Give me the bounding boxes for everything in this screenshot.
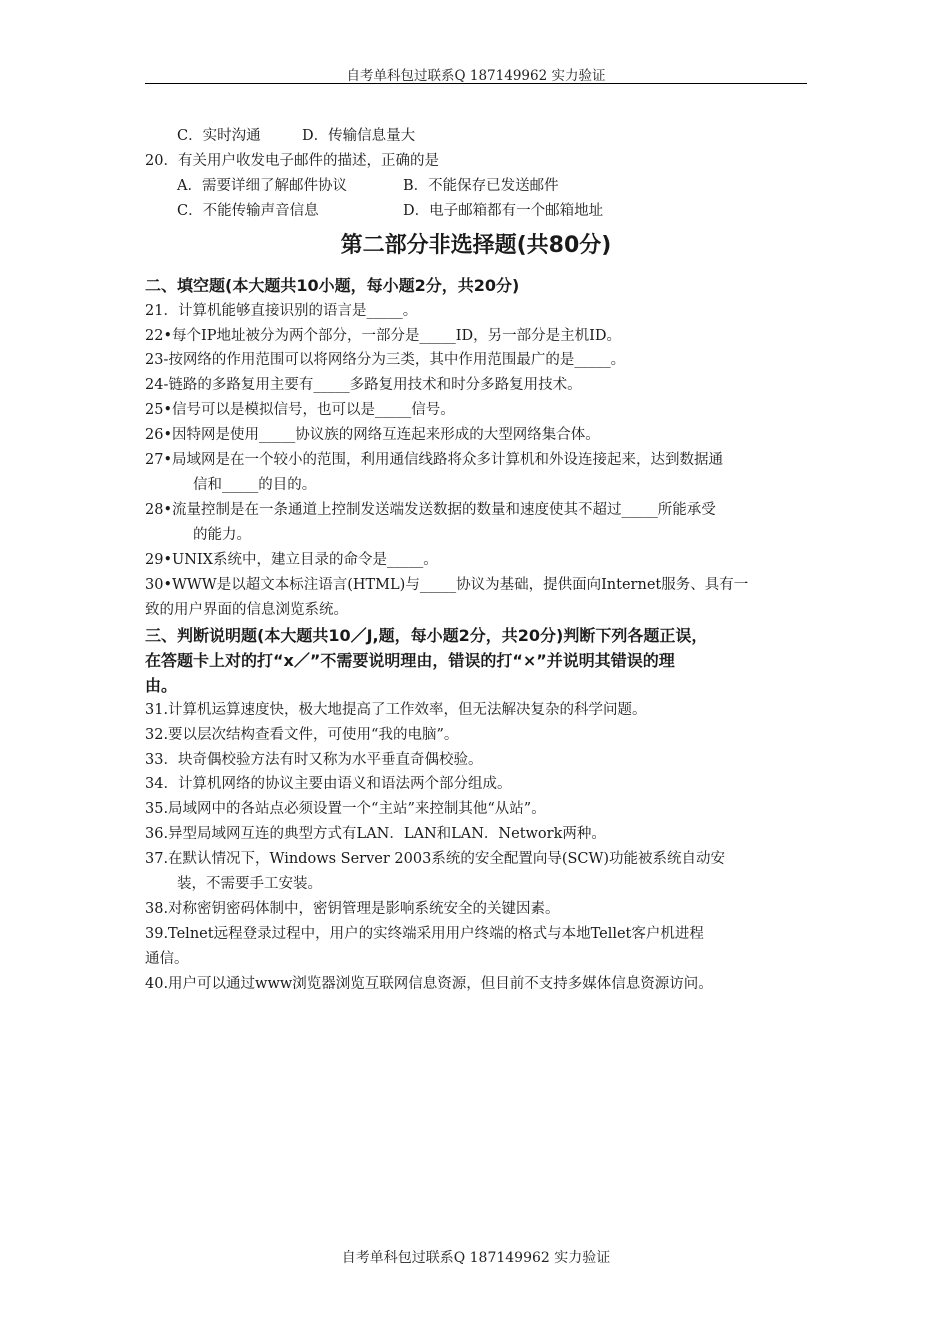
q20-option-b: B．不能保存已发送邮件 (403, 178, 559, 194)
question-39-line1: 39.Telnet远程登录过程中，用户的实终端采用用户终端的格式与本地Tellet客户机进程 (145, 926, 704, 942)
question-25: 25•信号可以是模拟信号，也可以是_____信号。 (145, 402, 455, 418)
q20-option-c: C．不能传输声音信息 (177, 203, 319, 219)
question-32: 32.要以层次结构查看文件，可使用“我的电脑”。 (145, 727, 459, 743)
q19-option-c: C．实时沟通 (177, 128, 261, 144)
question-28-line2: 的能力。 (193, 527, 251, 543)
q20-option-d: D．电子邮箱都有一个邮箱地址 (403, 203, 604, 219)
section3-title-line3: 由。 (145, 676, 178, 695)
question-28-line1: 28•流量控制是在一条通道上控制发送端发送数据的数量和速度使其不超过_____所能承受 (145, 502, 716, 518)
header-rule (145, 83, 807, 84)
question-21: 21．计算机能够直接识别的语言是_____。 (145, 303, 418, 319)
question-34: 34．计算机网络的协议主要由语义和语法两个部分组成。 (145, 776, 512, 792)
question-30-line1: 30•WWW是以超文本标注语言(HTML)与_____协议为基础，提供面向Internet服务、具有一 (145, 577, 749, 593)
question-22: 22•每个IP地址被分为两个部分，一部分是_____ID，另一部分是主机ID。 (145, 328, 621, 344)
section3-title-line2: 在答题卡上对的打“x／”不需要说明理由，错误的打“×”并说明其错误的理 (145, 651, 675, 670)
question-29: 29•UNIX系统中，建立目录的命令是_____。 (145, 552, 438, 568)
question-31: 31.计算机运算速度快，极大地提高了工作效率，但无法解决复杂的科学问题。 (145, 702, 647, 718)
q19-option-d: D．传输信息量大 (302, 128, 416, 144)
section3-title-line1: 三、判断说明题(本大题共10／J,题，每小题2分，共20分)判断下列各题正误， (145, 626, 708, 645)
question-36: 36.异型局域网互连的典型方式有LAN．LAN和LAN．Network两种。 (145, 826, 606, 842)
part2-title: 第二部分非选择题(共80分) (340, 233, 612, 258)
page-header: 自考单科包过联系Q 187149962 实力验证 (346, 68, 606, 84)
question-23: 23-按网络的作用范围可以将网络分为三类，其中作用范围最广的是_____。 (145, 352, 626, 368)
question-30-line2: 致的用户界面的信息浏览系统。 (145, 602, 348, 618)
question-37-line2: 装，不需要手工安装。 (177, 876, 322, 892)
question-33: 33．块奇偶校验方法有时又称为水平垂直奇偶校验。 (145, 752, 483, 768)
question-37-line1: 37.在默认情况下，Windows Server 2003系统的安全配置向导(SCW)功能被系统自动安 (145, 851, 726, 867)
question-27-line1: 27•局域网是在一个较小的范围，利用通信线路将众多计算机和外设连接起来，达到数据通 (145, 452, 723, 468)
question-35: 35.局域网中的各站点必须设置一个“主站”来控制其他“从站”。 (145, 801, 546, 817)
section2-title: 二、填空题(本大题共10小题，每小题2分，共20分) (145, 276, 520, 295)
question-24: 24-链路的多路复用主要有_____多路复用技术和时分多路复用技术。 (145, 377, 582, 393)
question-38: 38.对称密钥密码体制中，密钥管理是影响系统安全的关键因素。 (145, 901, 560, 917)
q20-option-a: A．需要详细了解邮件协议 (177, 178, 347, 194)
page-footer: 自考单科包过联系Q 187149962 实力验证 (341, 1250, 611, 1266)
q20-stem: 20．有关用户收发电子邮件的描述，正确的是 (145, 153, 439, 169)
question-39-line2: 通信。 (145, 951, 189, 967)
question-40: 40.用户可以通过www浏览器浏览互联网信息资源，但目前不支持多媒体信息资源访问。 (145, 976, 713, 992)
question-27-line2: 信和_____的目的。 (193, 477, 317, 493)
question-26: 26•因特网是使用_____协议族的网络互连起来形成的大型网络集合体。 (145, 427, 600, 443)
